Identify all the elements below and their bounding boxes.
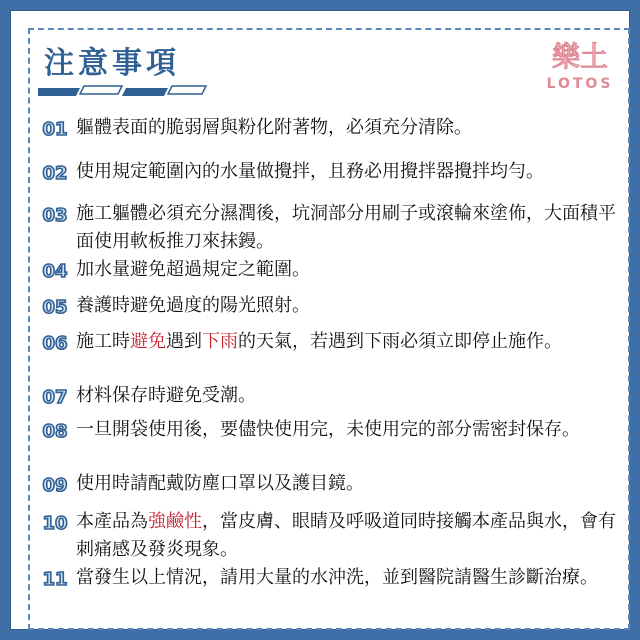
item-number [38,332,72,354]
text-segment: ，當皮膚、眼睛及呼吸道同時接觸本產品與水，會有刺痛感及發炎現象。 [76,511,616,560]
item-text [76,416,628,444]
svg-text:07: 07 [42,387,68,408]
item-number [38,118,72,140]
item-text [76,292,628,320]
svg-text:10: 10 [42,513,68,534]
item-text [76,564,628,592]
item-text [76,114,628,142]
page-title: 注意事項 [44,46,180,81]
text-segment: 施工軀體必須充分濕潤後，坑洞部分用刷子或滾輪來塗佈，大面積平面使用軟板推刀來抹鏝。 [76,203,616,252]
svg-text:03: 03 [42,205,68,226]
text-segment: 遇到 [166,331,202,352]
highlight-text: 避免 [130,331,166,352]
highlight-text: 強鹼性 [148,511,202,532]
notice-card [10,10,630,630]
item-number [38,568,72,590]
item-number [38,386,72,408]
highlight-text: 下雨 [202,331,238,352]
item-text [76,158,628,186]
item-number [38,420,72,442]
item-text [76,508,628,564]
svg-text:01: 01 [42,119,68,140]
svg-text:09: 09 [42,475,68,496]
logo-text: LOTOS [546,76,614,92]
item-number [38,512,72,534]
text-segment: 施工時 [76,331,130,352]
item-number [38,474,72,496]
logo-mark: 樂土 [551,40,609,73]
svg-text:05: 05 [42,297,68,318]
text-segment: 材料保存時避免受潮。 [76,385,256,406]
text-segment: 軀體表面的脆弱層與粉化附著物，必須充分清除。 [76,117,472,138]
item-number [38,162,72,184]
text-segment: 養護時避免過度的陽光照射。 [76,295,310,316]
lotos-logo-icon [536,36,626,96]
text-segment: 本產品為 [76,511,148,532]
item-text [76,200,628,256]
svg-text:11: 11 [42,569,68,590]
svg-text:06: 06 [42,333,68,354]
text-segment: 加水量避免超過規定之範圍。 [76,259,310,280]
svg-text:02: 02 [42,163,68,184]
text-segment: 使用時請配戴防塵口罩以及護目鏡。 [76,473,364,494]
item-number [38,296,72,318]
brand-logo [536,36,626,96]
text-segment: 一旦開袋使用後，要儘快使用完，未使用完的部分需密封保存。 [76,419,580,440]
item-number [38,260,72,282]
item-text [76,470,628,498]
text-segment: 的天氣，若遇到下雨必須立即停止施作。 [238,331,562,352]
item-text [76,382,628,410]
svg-text:08: 08 [42,421,68,442]
item-number [38,204,72,226]
item-text [76,256,628,284]
title-underline-stripes [38,82,208,100]
svg-text:04: 04 [42,261,68,282]
text-segment: 當發生以上情況，請用大量的水沖洗，並到醫院請醫生診斷治療。 [76,567,598,588]
text-segment: 使用規定範圍內的水量做攪拌，且務必用攪拌器攪拌均勻。 [76,161,544,182]
item-text [76,328,628,356]
